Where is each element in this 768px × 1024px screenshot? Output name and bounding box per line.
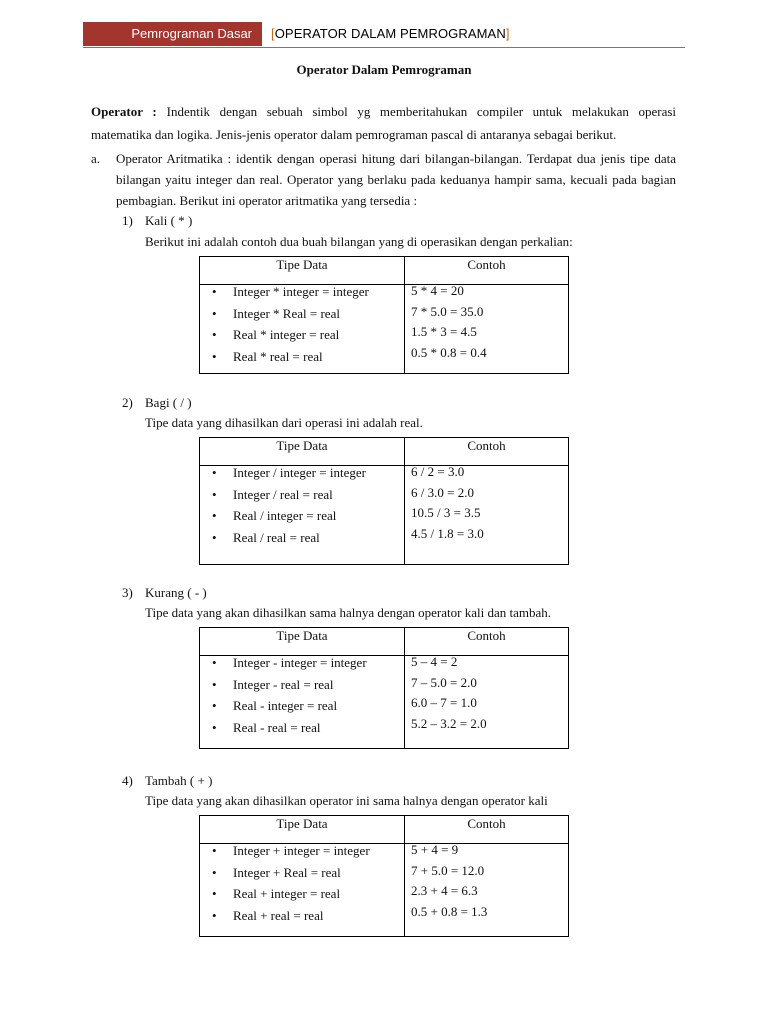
section-a-label: a. <box>91 151 101 166</box>
type-text: Real + integer = real <box>233 886 341 901</box>
list-item <box>200 488 404 510</box>
list-item <box>200 656 404 678</box>
type-list <box>200 656 404 742</box>
type-text: Integer * Real = real <box>233 305 340 321</box>
header-contoh: Contoh <box>405 628 569 656</box>
type-text: Real + real = real <box>233 907 324 923</box>
bullet-icon: • <box>212 864 217 880</box>
list-item <box>200 509 404 531</box>
bullet-icon: • <box>212 486 217 502</box>
operator-description: Tipe data yang akan dihasilkan operator ini sama halnya dengan operator kali <box>145 793 548 808</box>
type-text: Real / integer = real <box>233 508 337 523</box>
operator-table <box>199 437 569 565</box>
type-cell <box>200 466 405 565</box>
operator-description: Tipe data yang dihasilkan dari operasi ini adalah real. <box>145 415 423 430</box>
example-cell <box>405 285 569 374</box>
list-item: 5 * 4 = 20 <box>411 283 464 298</box>
chapter-title <box>271 22 510 46</box>
operator-table <box>199 815 569 937</box>
operator-description: Berikut ini adalah contoh dua buah bilangan yang di operasikan dengan perkalian: <box>145 234 573 249</box>
table-row <box>200 844 569 937</box>
list-item <box>200 531 404 553</box>
list-item: 2.3 + 4 = 6.3 <box>411 883 478 898</box>
operator-number: 3) <box>122 585 133 600</box>
bullet-icon: • <box>212 676 217 692</box>
list-item <box>200 844 404 866</box>
table-header-row <box>200 816 569 844</box>
bullet-icon: • <box>212 508 217 523</box>
type-text: Integer - real = real <box>233 676 334 692</box>
type-list <box>200 285 404 371</box>
example-list <box>405 656 568 738</box>
bullet-icon: • <box>212 348 217 364</box>
type-cell <box>200 844 405 937</box>
intro-text: Indentik dengan sebuah simbol yg memberitahukan compiler untuk melakukan operasi matematika dan logika. Jenis-jenis operator dalam pemrograman pascal di antaranya sebagai berikut. <box>91 104 677 142</box>
bullet-icon: • <box>212 465 217 480</box>
type-text: Real * integer = real <box>233 327 340 342</box>
example-list <box>405 844 568 926</box>
intro-term: Operator : <box>91 104 157 119</box>
list-item: 5 + 4 = 9 <box>411 842 459 857</box>
list-item: 0.5 + 0.8 = 1.3 <box>411 903 488 919</box>
operator-table <box>199 256 569 374</box>
table-header-row <box>200 628 569 656</box>
bullet-icon: • <box>212 284 217 299</box>
list-item <box>200 307 404 329</box>
table-row <box>200 285 569 374</box>
operator-name: Kurang ( - ) <box>145 585 207 600</box>
operator-name: Bagi ( / ) <box>145 395 192 410</box>
type-list <box>200 844 404 930</box>
operator-table <box>199 627 569 749</box>
document-title: Operator Dalam Pemrograman <box>296 62 472 77</box>
type-text: Real - integer = real <box>233 698 338 713</box>
bullet-icon: • <box>212 843 217 858</box>
section-a-text: Operator Aritmatika : identik dengan operasi hitung dari bilangan-bilangan. Terdapat dua jenis tipe data bilangan yaitu integer dan real. Operator yang berlaku pada keduanya hampir sama, kecuali pada bagian pembagian. Berikut ini operator aritmatika yang tersedia : <box>116 151 676 208</box>
list-item <box>200 466 404 488</box>
bullet-icon: • <box>212 719 217 735</box>
list-item: 5 – 4 = 2 <box>411 654 458 669</box>
course-tab <box>83 22 262 46</box>
bullet-icon: • <box>212 327 217 342</box>
type-text: Integer + integer = integer <box>233 843 370 858</box>
table-row <box>200 466 569 565</box>
course-title: Pemrograman Dasar <box>131 26 252 41</box>
table-header-row <box>200 438 569 466</box>
operator-name: Tambah ( + ) <box>145 773 213 788</box>
list-item: 6.0 – 7 = 1.0 <box>411 695 477 710</box>
type-text: Integer + Real = real <box>233 864 341 880</box>
header-tipe-data: Tipe Data <box>200 816 405 844</box>
list-item <box>200 887 404 909</box>
type-list <box>200 466 404 552</box>
example-cell <box>405 466 569 565</box>
list-item <box>200 699 404 721</box>
operator-name: Kali ( * ) <box>145 213 193 228</box>
type-text: Real - real = real <box>233 719 321 735</box>
example-list <box>405 285 568 367</box>
table-row <box>200 656 569 749</box>
type-cell <box>200 285 405 374</box>
type-cell <box>200 656 405 749</box>
list-item: 5.2 – 3.2 = 2.0 <box>411 715 487 731</box>
type-text: Integer / real = real <box>233 486 333 502</box>
list-item: 6 / 2 = 3.0 <box>411 464 465 479</box>
list-item: 7 * 5.0 = 35.0 <box>411 303 484 319</box>
list-item: 7 – 5.0 = 2.0 <box>411 674 477 690</box>
intro-paragraph <box>91 100 676 146</box>
operator-number: 2) <box>122 395 133 410</box>
example-cell <box>405 656 569 749</box>
list-item <box>200 909 404 931</box>
header-contoh: Contoh <box>405 257 569 285</box>
list-item <box>200 721 404 743</box>
header-tipe-data: Tipe Data <box>200 438 405 466</box>
list-item: 4.5 / 1.8 = 3.0 <box>411 525 484 541</box>
header-tipe-data: Tipe Data <box>200 628 405 656</box>
type-text: Integer * integer = integer <box>233 284 369 299</box>
operator-number: 4) <box>122 773 133 788</box>
page-header <box>83 22 685 48</box>
list-item: 7 + 5.0 = 12.0 <box>411 862 485 878</box>
bullet-icon: • <box>212 698 217 713</box>
list-item: 0.5 * 0.8 = 0.4 <box>411 344 487 360</box>
bullet-icon: • <box>212 655 217 670</box>
list-item: 10.5 / 3 = 3.5 <box>411 505 481 520</box>
bullet-icon: • <box>212 886 217 901</box>
list-item <box>200 328 404 350</box>
chapter-title-text: OPERATOR DALAM PEMROGRAMAN <box>274 26 506 41</box>
header-divider <box>83 47 685 48</box>
bracket-close: ] <box>505 26 510 41</box>
example-cell <box>405 844 569 937</box>
list-item <box>200 678 404 700</box>
list-item <box>200 350 404 372</box>
bullet-icon: • <box>212 907 217 923</box>
list-item: 1.5 * 3 = 4.5 <box>411 324 477 339</box>
bullet-icon: • <box>212 305 217 321</box>
type-text: Integer - integer = integer <box>233 655 367 670</box>
header-contoh: Contoh <box>405 816 569 844</box>
operator-description: Tipe data yang akan dihasilkan sama halnya dengan operator kali dan tambah. <box>145 605 552 620</box>
list-item <box>200 285 404 307</box>
example-list <box>405 466 568 548</box>
type-text: Real * real = real <box>233 348 323 364</box>
operator-number: 1) <box>122 213 133 228</box>
table-header-row <box>200 257 569 285</box>
list-item <box>200 866 404 888</box>
type-text: Integer / integer = integer <box>233 465 366 480</box>
header-tipe-data: Tipe Data <box>200 257 405 285</box>
bracket-open: [ <box>271 26 275 41</box>
header-contoh: Contoh <box>405 438 569 466</box>
list-item: 6 / 3.0 = 2.0 <box>411 484 474 500</box>
type-text: Real / real = real <box>233 529 320 545</box>
bullet-icon: • <box>212 529 217 545</box>
